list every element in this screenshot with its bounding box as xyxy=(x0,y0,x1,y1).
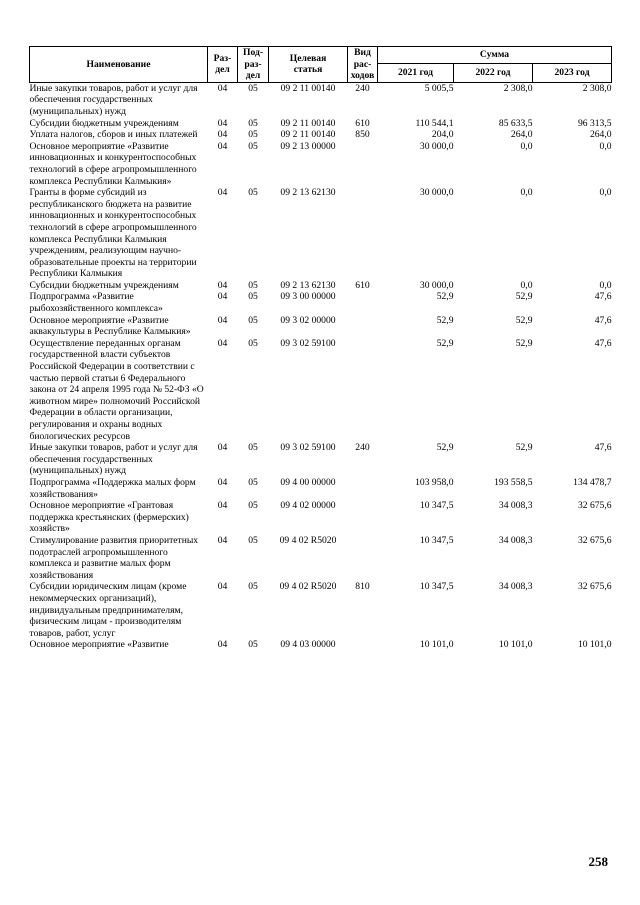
cell-subsection: 05 xyxy=(248,140,258,152)
cell-target: 09 3 02 00000 xyxy=(280,314,336,326)
cell-subsection: 05 xyxy=(248,534,258,546)
header-subsection: Под- раз- дел xyxy=(238,47,269,83)
header-section: Раз- дел xyxy=(208,47,238,83)
table-row xyxy=(30,280,612,292)
table-row xyxy=(30,141,612,187)
cell-y2023: 47,6 xyxy=(594,442,612,454)
cell-name: Иные закупки товаров, работ и услуг для обеспечения государственных (муниципальных) нужд xyxy=(29,82,198,117)
cell-name: Субсидии бюджетным учреждениям xyxy=(29,117,179,129)
cell-y2022: 264,0 xyxy=(510,129,533,141)
cell-y2021: 30 000,0 xyxy=(419,187,454,199)
cell-y2023: 32 675,6 xyxy=(577,500,612,512)
cell-subsection: 05 xyxy=(248,442,258,454)
header-expense-type: Вид рас- ходов xyxy=(348,47,378,83)
cell-y2021: 204,0 xyxy=(431,129,454,141)
cell-target: 09 4 02 R5020 xyxy=(279,581,337,593)
cell-name: Стимулирование развития приоритетных подотраслей агропромышленного комплекса и развитие малых форм хозяйствования xyxy=(29,534,199,581)
cell-y2021: 10 347,5 xyxy=(419,534,454,546)
cell-y2021: 10 101,0 xyxy=(419,639,454,651)
table-row xyxy=(30,442,612,477)
cell-y2022: 85 633,5 xyxy=(498,117,533,129)
cell-expense-type xyxy=(348,338,378,442)
cell-target: 09 2 11 00140 xyxy=(280,129,336,141)
cell-y2023: 47,6 xyxy=(594,291,612,303)
cell-target: 09 3 02 59100 xyxy=(280,442,336,454)
cell-section: 04 xyxy=(217,442,228,454)
cell-y2023: 0,0 xyxy=(599,279,612,291)
cell-section: 04 xyxy=(217,140,228,152)
cell-expense-type xyxy=(348,535,378,581)
cell-name: Подпрограмма «Развитие рыбохозяйственного комплекса» xyxy=(29,291,163,315)
cell-target: 09 2 13 62130 xyxy=(280,187,336,199)
cell-target: 09 4 00 00000 xyxy=(280,476,336,488)
cell-section: 04 xyxy=(217,500,228,512)
table-row xyxy=(30,315,612,338)
cell-y2021: 30 000,0 xyxy=(419,279,454,291)
cell-name: Основное мероприятие «Грантовая поддержка крестьянских (фермерских) хозяйств» xyxy=(29,500,189,535)
cell-y2022: 52,9 xyxy=(515,337,533,349)
header-year-2021: 2021 год xyxy=(378,63,454,82)
cell-y2023: 2 308,0 xyxy=(582,82,612,94)
cell-subsection: 05 xyxy=(248,129,258,141)
cell-y2022: 193 558,5 xyxy=(494,476,533,488)
cell-y2023: 10 101,0 xyxy=(577,639,612,651)
cell-section: 04 xyxy=(217,581,228,593)
table-row xyxy=(30,535,612,581)
cell-y2021: 52,9 xyxy=(436,314,454,326)
table-body xyxy=(30,82,612,651)
cell-y2022: 10 101,0 xyxy=(498,639,533,651)
cell-name: Субсидии бюджетным учреждениям xyxy=(29,279,179,291)
cell-expense-type xyxy=(348,639,378,651)
cell-y2021: 5 005,5 xyxy=(424,82,454,94)
cell-target: 09 4 02 R5020 xyxy=(279,534,337,546)
cell-expense-type xyxy=(348,477,378,500)
cell-name: Основное мероприятие «Развитие аквакультуры в Республике Калмыкия» xyxy=(29,314,191,338)
cell-y2021: 52,9 xyxy=(436,442,454,454)
cell-section: 04 xyxy=(217,534,228,546)
cell-y2021: 52,9 xyxy=(436,337,454,349)
header-sum: Сумма xyxy=(378,47,612,64)
cell-subsection: 05 xyxy=(248,581,258,593)
cell-expense-type xyxy=(348,500,378,535)
cell-target: 09 3 02 59100 xyxy=(280,337,336,349)
cell-target: 09 4 02 00000 xyxy=(280,500,336,512)
cell-y2023: 134 478,7 xyxy=(573,476,612,488)
cell-target: 09 2 11 00140 xyxy=(280,82,336,94)
cell-section: 04 xyxy=(217,117,228,129)
table-row xyxy=(30,639,612,651)
cell-name: Основное мероприятие «Развитие инновационных и конкурентоспособных технологий в сфере агропромышленного комплекса Республики Калмыкия» xyxy=(29,140,197,187)
cell-expense-type: 610 xyxy=(355,117,370,129)
cell-target: 09 3 00 00000 xyxy=(280,291,336,303)
cell-subsection: 05 xyxy=(248,82,258,94)
cell-y2023: 96 313,5 xyxy=(577,117,612,129)
cell-subsection: 05 xyxy=(248,314,258,326)
cell-expense-type xyxy=(348,187,378,280)
header-year-2022: 2022 год xyxy=(454,63,533,82)
table-row xyxy=(30,187,612,280)
table-row xyxy=(30,82,612,117)
page-number: 258 xyxy=(588,854,608,869)
table-row xyxy=(30,129,612,141)
cell-y2023: 264,0 xyxy=(589,129,612,141)
cell-expense-type: 240 xyxy=(355,82,370,94)
cell-expense-type xyxy=(348,315,378,338)
header-name: Наименование xyxy=(30,47,208,83)
cell-y2023: 32 675,6 xyxy=(577,581,612,593)
cell-section: 04 xyxy=(217,187,228,199)
cell-subsection: 05 xyxy=(248,187,258,199)
table-row xyxy=(30,118,612,130)
cell-expense-type: 240 xyxy=(355,442,370,454)
table-row xyxy=(30,581,612,639)
cell-section: 04 xyxy=(217,314,228,326)
cell-section: 04 xyxy=(217,129,228,141)
cell-y2022: 52,9 xyxy=(515,314,533,326)
cell-y2022: 52,9 xyxy=(515,291,533,303)
cell-subsection: 05 xyxy=(248,291,258,303)
cell-y2023: 0,0 xyxy=(599,140,612,152)
cell-expense-type: 610 xyxy=(355,279,370,291)
cell-y2021: 103 958,0 xyxy=(415,476,454,488)
cell-expense-type xyxy=(348,291,378,314)
cell-y2021: 52,9 xyxy=(436,291,454,303)
table-header xyxy=(30,47,612,83)
cell-y2021: 10 347,5 xyxy=(419,581,454,593)
cell-subsection: 05 xyxy=(248,337,258,349)
cell-expense-type: 810 xyxy=(355,581,370,593)
cell-y2021: 30 000,0 xyxy=(419,140,454,152)
cell-name: Иные закупки товаров, работ и услуг для обеспечения государственных (муниципальных) нужд xyxy=(29,442,198,477)
cell-section: 04 xyxy=(217,337,228,349)
cell-subsection: 05 xyxy=(248,500,258,512)
cell-subsection: 05 xyxy=(248,279,258,291)
cell-target: 09 2 11 00140 xyxy=(280,117,336,129)
cell-y2023: 47,6 xyxy=(594,314,612,326)
cell-name: Осуществление переданных органам государственной власти субъектов Российской Федерации в соответствии с частью первой статьи 6 Федерального закона от 24 апреля 1995 года № 52-ФЗ «О животном мире» полномочий Российской Федерации в области организации, регулирования и охраны водных биологических ресурсов xyxy=(29,337,204,442)
table-row xyxy=(30,338,612,442)
cell-y2021: 110 544,1 xyxy=(415,117,454,129)
cell-section: 04 xyxy=(217,639,228,651)
cell-y2023: 47,6 xyxy=(594,337,612,349)
cell-expense-type xyxy=(348,141,378,187)
cell-y2022: 34 008,3 xyxy=(498,581,533,593)
header-target: Целевая статья xyxy=(269,47,348,83)
cell-y2022: 0,0 xyxy=(520,140,533,152)
cell-name: Гранты в форме субсидий из республиканского бюджета на развитие инновационных и конкурентоспособных технологий в сфере агропромышленного комплекса Республики Калмыкия учреждениям, реализующим научно-образовательные проекты на территории Республики Калмыкия xyxy=(29,187,197,280)
table-row xyxy=(30,500,612,535)
cell-name: Основное мероприятие «Развитие xyxy=(29,639,169,651)
cell-section: 04 xyxy=(217,82,228,94)
cell-name: Подпрограмма «Поддержка малых форм хозяйствования» xyxy=(29,476,196,500)
cell-y2021: 10 347,5 xyxy=(419,500,454,512)
cell-name: Уплата налогов, сборов и иных платежей xyxy=(29,129,198,141)
cell-section: 04 xyxy=(217,476,228,488)
cell-section: 04 xyxy=(217,291,228,303)
cell-y2022: 0,0 xyxy=(520,279,533,291)
cell-y2022: 34 008,3 xyxy=(498,500,533,512)
cell-name: Субсидии юридическим лицам (кроме некоммерческих организаций), индивидуальным предпринимателям, физическим лицам - производителям товаров, работ, услуг xyxy=(29,581,187,639)
cell-y2022: 34 008,3 xyxy=(498,534,533,546)
cell-target: 09 2 13 62130 xyxy=(280,279,336,291)
cell-subsection: 05 xyxy=(248,639,258,651)
cell-subsection: 05 xyxy=(248,117,258,129)
header-year-2023: 2023 год xyxy=(533,63,612,82)
table-row xyxy=(30,291,612,314)
cell-subsection: 05 xyxy=(248,476,258,488)
budget-table xyxy=(29,46,612,651)
cell-y2023: 0,0 xyxy=(599,187,612,199)
table-row xyxy=(30,477,612,500)
cell-y2023: 32 675,6 xyxy=(577,534,612,546)
cell-target: 09 2 13 00000 xyxy=(280,140,336,152)
cell-expense-type: 850 xyxy=(355,129,370,141)
cell-y2022: 0,0 xyxy=(520,187,533,199)
cell-y2022: 2 308,0 xyxy=(503,82,533,94)
cell-section: 04 xyxy=(217,279,228,291)
cell-target: 09 4 03 00000 xyxy=(280,639,336,651)
cell-y2022: 52,9 xyxy=(515,442,533,454)
